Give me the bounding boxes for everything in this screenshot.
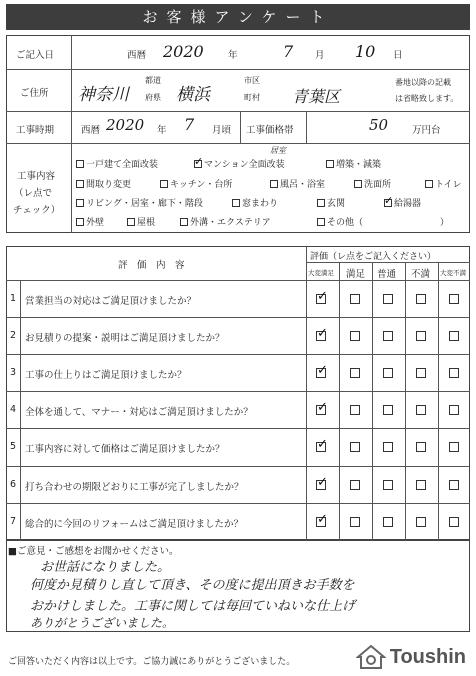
option-15[interactable]: その他（ xyxy=(317,215,363,228)
rating-checkbox-checked[interactable] xyxy=(316,480,326,490)
rating-checkbox[interactable] xyxy=(416,331,426,341)
option-2[interactable]: 増築・減築 xyxy=(326,157,381,170)
comment-line-2: 何度か見積りし直して頂き、その度に提出頂きお手数を xyxy=(30,578,355,593)
option-14[interactable]: 外溝・エクステリア xyxy=(180,215,271,228)
address-note-1: 番地以降の記載 xyxy=(395,78,451,87)
content-label-3: チェック） xyxy=(13,205,61,216)
rating-checkbox[interactable] xyxy=(416,405,426,415)
comments-heading: ■ご意見・ご感想をお聞かせください。 xyxy=(8,546,179,557)
row-divider xyxy=(6,466,470,467)
rating-checkbox[interactable] xyxy=(449,442,459,452)
evaluation-content-header: 評 価 内 容 xyxy=(118,260,185,271)
brand-logo xyxy=(356,644,466,670)
price-unit: 万円台 xyxy=(412,125,441,136)
rating-checkbox[interactable] xyxy=(350,517,360,527)
footer-note: ご回答いただく内容は以上です。ご協力誠にありがとうございました。 xyxy=(8,657,296,667)
question-number: 5 xyxy=(9,441,17,453)
col-satisfied: 満足 xyxy=(346,269,366,280)
option-16-close: ） xyxy=(440,218,450,228)
option-6[interactable]: 洗面所 xyxy=(354,177,391,190)
rating-checkbox-checked[interactable] xyxy=(316,331,326,341)
comment-line-1: お世話になりました。 xyxy=(40,560,171,575)
rating-checkbox[interactable] xyxy=(350,480,360,490)
period-month-unit: 月頃 xyxy=(212,125,232,136)
rating-checkbox-checked[interactable] xyxy=(316,517,326,527)
pref-suffix-bottom: 府県 xyxy=(145,93,161,102)
checkbox[interactable] xyxy=(76,180,84,188)
option-8[interactable]: リビング・居室・廊下・階段 xyxy=(76,196,203,209)
option-10[interactable]: 玄関 xyxy=(317,196,345,209)
evaluation-rating-header: 評価（レ点をご記入ください） xyxy=(310,252,437,262)
rating-checkbox[interactable] xyxy=(416,294,426,304)
rating-checkbox[interactable] xyxy=(449,368,459,378)
row-divider xyxy=(6,428,470,429)
content-label-1: 工事内容 xyxy=(17,171,56,182)
price-label: 工事価格帯 xyxy=(246,125,294,136)
question-text: 工事の仕上りはご満足頂けましたか？ xyxy=(25,370,187,382)
option-1[interactable]: ✓ マンション全面改装 xyxy=(194,157,285,170)
rating-checkbox[interactable] xyxy=(383,405,393,415)
question-number: 6 xyxy=(9,478,17,490)
address-ward: 青葉区 xyxy=(292,87,341,106)
period-year-value: 2020 xyxy=(106,116,145,134)
rating-checkbox[interactable] xyxy=(449,517,459,527)
rating-checkbox[interactable] xyxy=(350,294,360,304)
question-number: 2 xyxy=(9,330,17,342)
question-text: 全体を通して、マナー・対応はご満足頂けましたか？ xyxy=(25,407,253,419)
house-logo-icon xyxy=(356,644,386,670)
question-text: 打ち合わせの期限どおりに工事が完了しましたか？ xyxy=(25,481,244,493)
rating-checkbox[interactable] xyxy=(449,331,459,341)
checkbox-checked[interactable] xyxy=(384,199,392,207)
checkbox[interactable] xyxy=(354,180,362,188)
date-day-value: 10 xyxy=(355,42,376,61)
date-era: 西暦 xyxy=(127,50,147,61)
city-suffix-bottom: 町村 xyxy=(244,93,260,102)
date-day-unit: 日 xyxy=(393,50,403,61)
question-number: 1 xyxy=(9,293,17,304)
checkbox[interactable] xyxy=(270,180,278,188)
rating-checkbox[interactable] xyxy=(416,480,426,490)
option-11[interactable]: ✓ 給湯器 xyxy=(384,196,421,209)
rating-checkbox[interactable] xyxy=(416,517,426,527)
option-0[interactable]: 一戸建て全面改装 xyxy=(76,157,158,170)
option-9[interactable]: 窓まわり xyxy=(232,196,278,209)
rating-checkbox[interactable] xyxy=(383,442,393,452)
row-divider xyxy=(6,317,470,318)
rating-checkbox[interactable] xyxy=(350,331,360,341)
brand-name: Toushin xyxy=(389,645,466,668)
rating-checkbox[interactable] xyxy=(383,331,393,341)
address-prefecture: 神奈川 xyxy=(78,85,129,105)
rating-checkbox[interactable] xyxy=(350,405,360,415)
question-text: 営業担当の対応はご満足頂けましたか？ xyxy=(25,296,197,307)
row-divider xyxy=(6,354,470,355)
question-number: 4 xyxy=(9,404,17,416)
option-12[interactable]: 外壁 xyxy=(76,215,104,228)
rating-checkbox-checked[interactable] xyxy=(316,405,326,415)
question-text: 工事内容に対して価格はご満足頂けましたか？ xyxy=(25,444,225,456)
city-suffix-top: 市区 xyxy=(244,76,260,85)
rating-checkbox[interactable] xyxy=(383,368,393,378)
rating-checkbox[interactable] xyxy=(449,294,459,304)
rating-checkbox[interactable] xyxy=(449,405,459,415)
col-normal: 普通 xyxy=(377,269,397,280)
checkbox-checked[interactable] xyxy=(194,160,202,168)
checkbox[interactable] xyxy=(127,218,135,226)
checkbox[interactable] xyxy=(76,199,84,207)
address-city: 横浜 xyxy=(176,85,210,105)
date-label: ご記入日 xyxy=(16,50,55,61)
period-era: 西暦 xyxy=(81,125,101,136)
rating-checkbox[interactable] xyxy=(383,294,393,304)
question-text: 総合的に今回のリフォームはご満足頂けましたか？ xyxy=(25,518,244,530)
option-4[interactable]: キッチン・台所 xyxy=(160,177,232,190)
option-13[interactable]: 屋根 xyxy=(127,215,155,228)
row-divider xyxy=(6,503,470,504)
option-3[interactable]: 間取り変更 xyxy=(76,177,131,190)
col-very-dissatisfied: 大変不満 xyxy=(440,269,466,277)
row-divider xyxy=(6,391,470,392)
checkbox[interactable] xyxy=(76,218,84,226)
survey-title: お客様アンケート xyxy=(6,4,470,30)
rating-checkbox-checked[interactable] xyxy=(316,294,326,304)
rating-checkbox[interactable] xyxy=(350,442,360,452)
comment-line-3: おかけしました。工事に関しては毎回ていねいな仕上げ xyxy=(30,599,356,614)
checkbox[interactable] xyxy=(180,218,188,226)
checkbox[interactable] xyxy=(76,160,84,168)
question-number: 7 xyxy=(9,515,17,527)
question-text: お見積りの提案・説明はご満足頂けましたか？ xyxy=(25,333,225,345)
period-label: 工事時期 xyxy=(16,125,55,136)
checkbox[interactable] xyxy=(326,160,334,168)
rating-checkbox[interactable] xyxy=(416,368,426,378)
date-month-unit: 月 xyxy=(315,50,325,61)
checkbox[interactable] xyxy=(317,218,325,226)
col-very-satisfied: 大変満足 xyxy=(308,269,334,277)
checkbox[interactable] xyxy=(160,180,168,188)
content-note-above: 居室 xyxy=(270,146,286,155)
question-number: 3 xyxy=(9,367,17,379)
date-month-value: 7 xyxy=(283,42,294,61)
rating-checkbox[interactable] xyxy=(350,368,360,378)
rating-checkbox[interactable] xyxy=(416,442,426,452)
period-year-unit: 年 xyxy=(157,125,167,136)
address-note-2: は省略致します。 xyxy=(395,94,459,103)
rating-checkbox[interactable] xyxy=(383,517,393,527)
price-value: 50 xyxy=(369,116,389,134)
option-5[interactable]: 風呂・浴室 xyxy=(270,177,325,190)
pref-suffix-top: 都道 xyxy=(145,76,161,85)
checkbox[interactable] xyxy=(317,199,325,207)
rating-checkbox[interactable] xyxy=(449,480,459,490)
content-label-2: （レ点で xyxy=(14,188,53,199)
evaluation-table xyxy=(6,246,470,540)
checkbox[interactable] xyxy=(232,199,240,207)
comment-line-4: ありがとうございました。 xyxy=(30,616,175,630)
col-dissatisfied: 不満 xyxy=(411,269,431,280)
rating-checkbox-checked[interactable] xyxy=(316,442,326,452)
date-year-value: 2020 xyxy=(163,42,204,61)
date-year-unit: 年 xyxy=(228,50,238,61)
rating-checkbox[interactable] xyxy=(383,480,393,490)
option-7[interactable]: トイレ xyxy=(425,177,462,190)
address-label: ご住所 xyxy=(20,88,49,99)
period-month-value: 7 xyxy=(184,115,195,134)
rating-checkbox-checked[interactable] xyxy=(316,368,326,378)
checkbox[interactable] xyxy=(425,180,433,188)
